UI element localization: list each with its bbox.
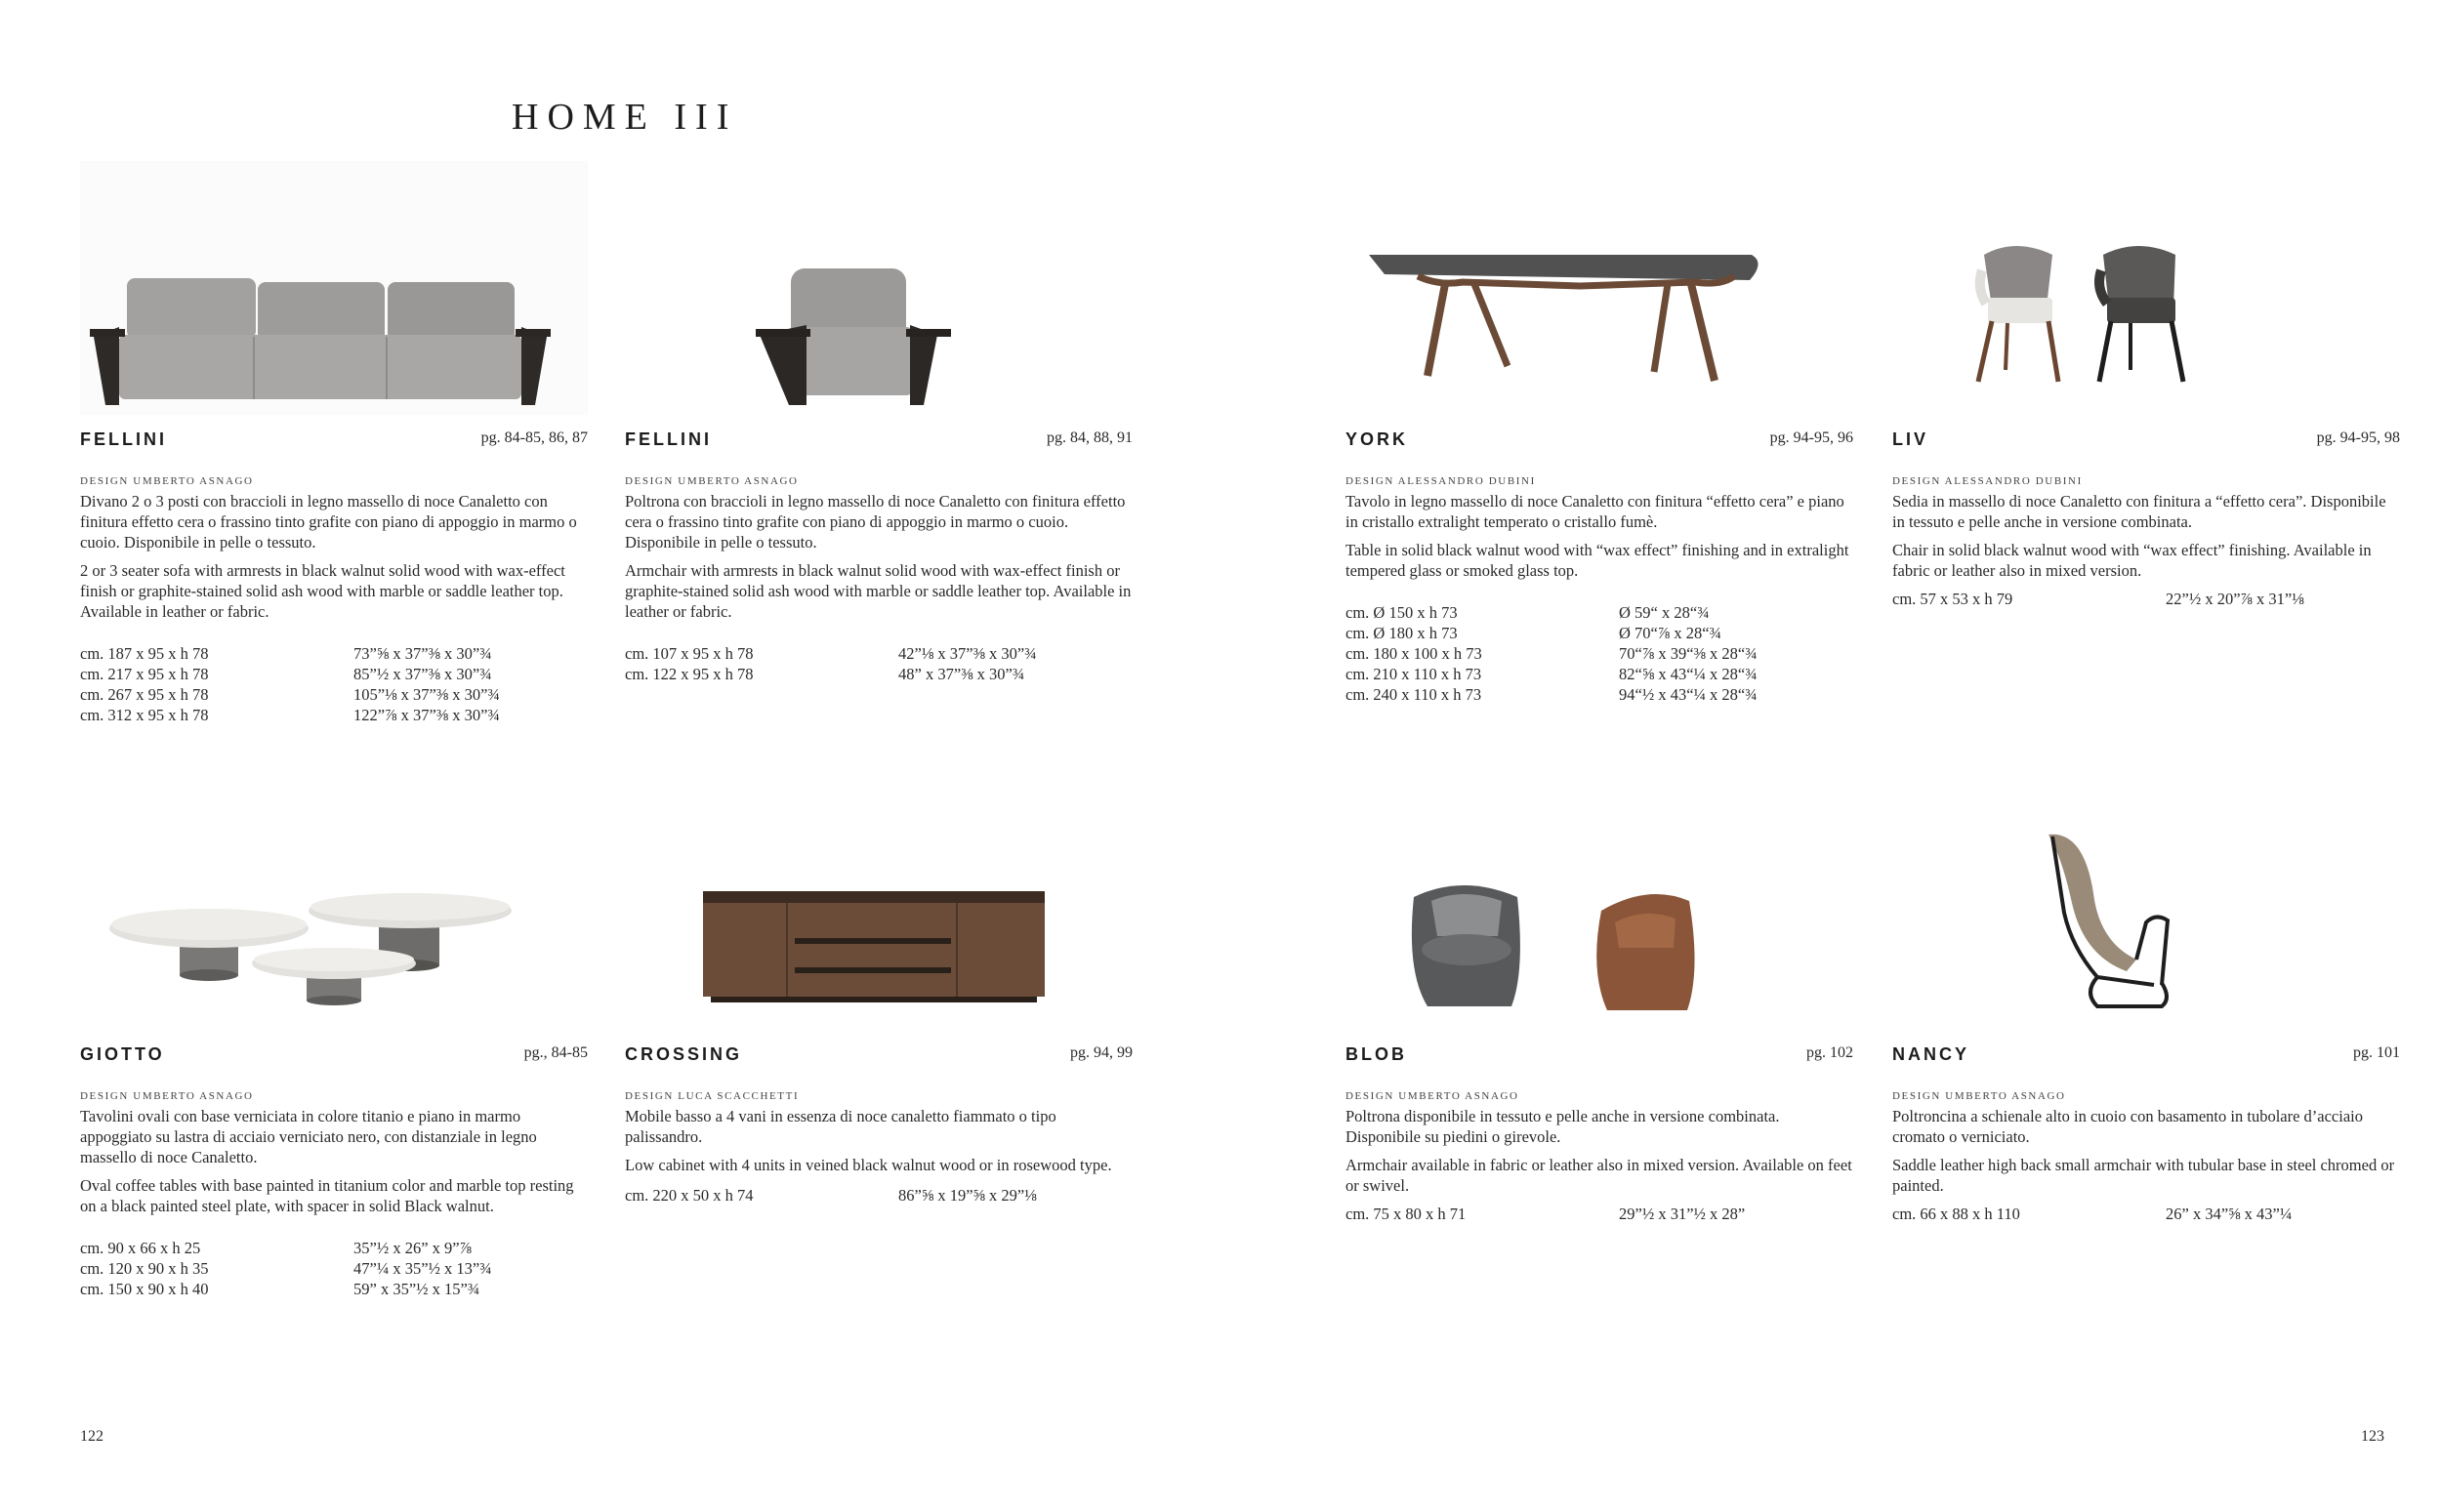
- cabinet-icon: [625, 776, 1133, 1030]
- product-name: FELLINI: [625, 429, 712, 449]
- page-reference: pg. 84-85, 86, 87: [480, 429, 588, 446]
- product-name: CROSSING: [625, 1044, 743, 1064]
- product-card-giotto: [80, 776, 588, 1298]
- dimensions-table: [80, 1238, 588, 1299]
- description-italian: Poltrona con braccioli in legno massello di noce Canaletto con finitura effetto cera o frassino tinto grafite con piano di appoggio in marmo o cuoio. Disponibile in pelle o tessuto.: [625, 492, 1126, 552]
- product-card-blob: [1345, 776, 1853, 1223]
- description-italian: Mobile basso a 4 vani in essenza di noce canaletto fiammato o tipo palissandro.: [625, 1107, 1056, 1146]
- product-card-liv: [1892, 161, 2400, 608]
- dimension-row: cm. 220 x 50 x h 74 86”⅝ x 19”⅝ x 29”⅛: [625, 1186, 1037, 1205]
- dimension-row: cm. 66 x 88 x h 110 26” x 34”⅝ x 43”¼: [1892, 1205, 2293, 1223]
- product-card-nancy: [1892, 776, 2400, 1223]
- description-italian: Tavolini ovali con base verniciata in colore titanio e piano in marmo appoggiato su lastra di acciaio verniciato nero, con distanziale in legno massello di noce Canaletto.: [80, 1107, 537, 1166]
- description-english: Oval coffee tables with base painted in titanium color and marble top resting on a black painted steel plate, with spacer in solid Black walnut.: [80, 1176, 574, 1215]
- product-name: FELLINI: [80, 429, 167, 449]
- designer-credit: DESIGN LUCA SCACCHETTI: [625, 1090, 800, 1102]
- page-reference: pg., 84-85: [523, 1044, 588, 1061]
- page-title: HOME III: [512, 97, 738, 138]
- dimension-row: cm. Ø 150 x h 73 Ø 59“ x 28“¾: [1345, 603, 1710, 622]
- coffee-tables-icon: [80, 776, 588, 1030]
- page-reference: pg. 101: [2353, 1044, 2400, 1061]
- designer-credit: DESIGN ALESSANDRO DUBINI: [1892, 475, 2083, 487]
- description-english: Saddle leather high back small armchair with tubular base in steel chromed or painted.: [1892, 1156, 2395, 1195]
- dimension-row: cm. 107 x 95 x h 78 42”⅛ x 37”⅜ x 30”¾: [625, 644, 1037, 663]
- description-english: Chair in solid black walnut wood with “wax effect” finishing. Available in fabric or leather also in mixed version.: [1892, 541, 2372, 580]
- description-english: Armchair available in fabric or leather also in mixed version. Available on feet or swivel.: [1345, 1156, 1852, 1195]
- product-name: BLOB: [1345, 1044, 1407, 1064]
- designer-credit: DESIGN UMBERTO ASNAGO: [625, 475, 799, 487]
- product-name: LIV: [1892, 429, 1929, 449]
- product-card-crossing: [625, 776, 1133, 1205]
- dimension-row: cm. 75 x 80 x h 71 29”½ x 31”½ x 28”: [1345, 1205, 1746, 1223]
- designer-credit: DESIGN UMBERTO ASNAGO: [1892, 1090, 2066, 1102]
- description-english: Armchair with armrests in black walnut solid wood with wax-effect finish or graphite-stained solid ash wood with marble or saddle leather top. Available in leather or fabric.: [625, 561, 1132, 621]
- description-italian: Poltrona disponibile in tessuto e pelle anche in versione combinata. Disponibile su piedini o girevole.: [1345, 1107, 1780, 1146]
- designer-credit: DESIGN UMBERTO ASNAGO: [80, 475, 254, 487]
- description-english: 2 or 3 seater sofa with armrests in black walnut solid wood with wax-effect finish or graphite-stained solid ash wood with marble or saddle leather top. Available in leather or fabric.: [80, 561, 565, 621]
- product-card-york: [1345, 161, 1853, 704]
- dimensions-table: [80, 643, 588, 725]
- page-reference: pg. 94-95, 98: [2316, 429, 2400, 446]
- dimension-row: cm. 122 x 95 x h 78 48” x 37”⅜ x 30”¾: [625, 665, 1025, 683]
- dimension-row: cm. 150 x 90 x h 40 59” x 35”½ x 15”¾: [80, 1280, 480, 1298]
- tub-chairs-icon: [1345, 776, 1853, 1030]
- dimension-row: cm. 57 x 53 x h 79 22”½ x 20”⅞ x 31”⅛: [1892, 590, 2304, 608]
- dimension-row: cm. 210 x 110 x h 73 82“⅝ x 43“¼ x 28“¾: [1345, 665, 1758, 683]
- designer-credit: DESIGN UMBERTO ASNAGO: [80, 1090, 254, 1102]
- dimension-row: cm. 217 x 95 x h 78 85”½ x 37”⅜ x 30”¾: [80, 665, 492, 683]
- dimensions-table: [625, 643, 1133, 684]
- dimension-row: cm. 187 x 95 x h 78 73”⅝ x 37”⅜ x 30”¾: [80, 644, 492, 663]
- sling-chair-icon: [1892, 776, 2400, 1030]
- page-reference: pg. 102: [1806, 1044, 1853, 1061]
- dining-table-icon: [1345, 161, 1853, 415]
- description-italian: Divano 2 o 3 posti con braccioli in legno massello di noce Canaletto con finitura effetto cera o frassino tinto grafite con piano di appoggio in marmo o cuoio. Disponibile in pelle o tessuto.: [80, 492, 577, 552]
- dimension-row: cm. 240 x 110 x h 73 94“½ x 43“¼ x 28“¾: [1345, 685, 1758, 704]
- dimensions-table: [1345, 602, 1853, 705]
- chairs-icon: [1892, 161, 2400, 415]
- armchair-icon: [625, 161, 1133, 415]
- description-italian: Sedia in massello di noce Canaletto con finitura a “effetto cera”. Disponibile in tessuto e pelle anche in versione combinata.: [1892, 492, 2386, 531]
- product-name: NANCY: [1892, 1044, 1970, 1064]
- product-name: YORK: [1345, 429, 1409, 449]
- dimension-row: cm. 120 x 90 x h 35 47”¼ x 35”½ x 13”¾: [80, 1259, 492, 1278]
- page-number-right: 123: [2361, 1428, 2384, 1445]
- dimension-row: cm. 180 x 100 x h 73 70“⅞ x 39“⅜ x 28“¾: [1345, 644, 1758, 663]
- dimensions-table: [1892, 589, 2400, 609]
- sofa-icon: [80, 161, 588, 415]
- dimension-row: cm. 267 x 95 x h 78 105”⅛ x 37”⅜ x 30”¾: [80, 685, 500, 704]
- page-number-left: 122: [80, 1428, 103, 1445]
- dimensions-table: [1892, 1204, 2400, 1224]
- product-card-fellini-armchair: [625, 161, 1133, 683]
- description-english: Low cabinet with 4 units in veined black walnut wood or in rosewood type.: [625, 1156, 1112, 1174]
- dimensions-table: [1345, 1204, 1853, 1224]
- product-card-fellini-sofa: [80, 161, 588, 724]
- dimension-row: cm. Ø 180 x h 73 Ø 70“⅞ x 28“¾: [1345, 624, 1721, 642]
- description-italian: Tavolo in legno massello di noce Canaletto con finitura “effetto cera” e piano in cristallo extralight temperato o cristallo fumè.: [1345, 492, 1844, 531]
- page-reference: pg. 94, 99: [1070, 1044, 1133, 1061]
- dimension-row: cm. 312 x 95 x h 78 122”⅞ x 37”⅜ x 30”¾: [80, 706, 500, 724]
- page-reference: pg. 84, 88, 91: [1047, 429, 1133, 446]
- description-english: Table in solid black walnut wood with “wax effect” finishing and in extralight tempered glass or smoked glass top.: [1345, 541, 1849, 580]
- designer-credit: DESIGN UMBERTO ASNAGO: [1345, 1090, 1519, 1102]
- dimension-row: cm. 90 x 66 x h 25 35”½ x 26” x 9”⅞: [80, 1239, 472, 1257]
- dimensions-table: [625, 1185, 1133, 1206]
- designer-credit: DESIGN ALESSANDRO DUBINI: [1345, 475, 1536, 487]
- product-name: GIOTTO: [80, 1044, 165, 1064]
- page-reference: pg. 94-95, 96: [1769, 429, 1853, 446]
- description-italian: Poltroncina a schienale alto in cuoio con basamento in tubolare d’acciaio cromato o verniciato.: [1892, 1107, 2363, 1146]
